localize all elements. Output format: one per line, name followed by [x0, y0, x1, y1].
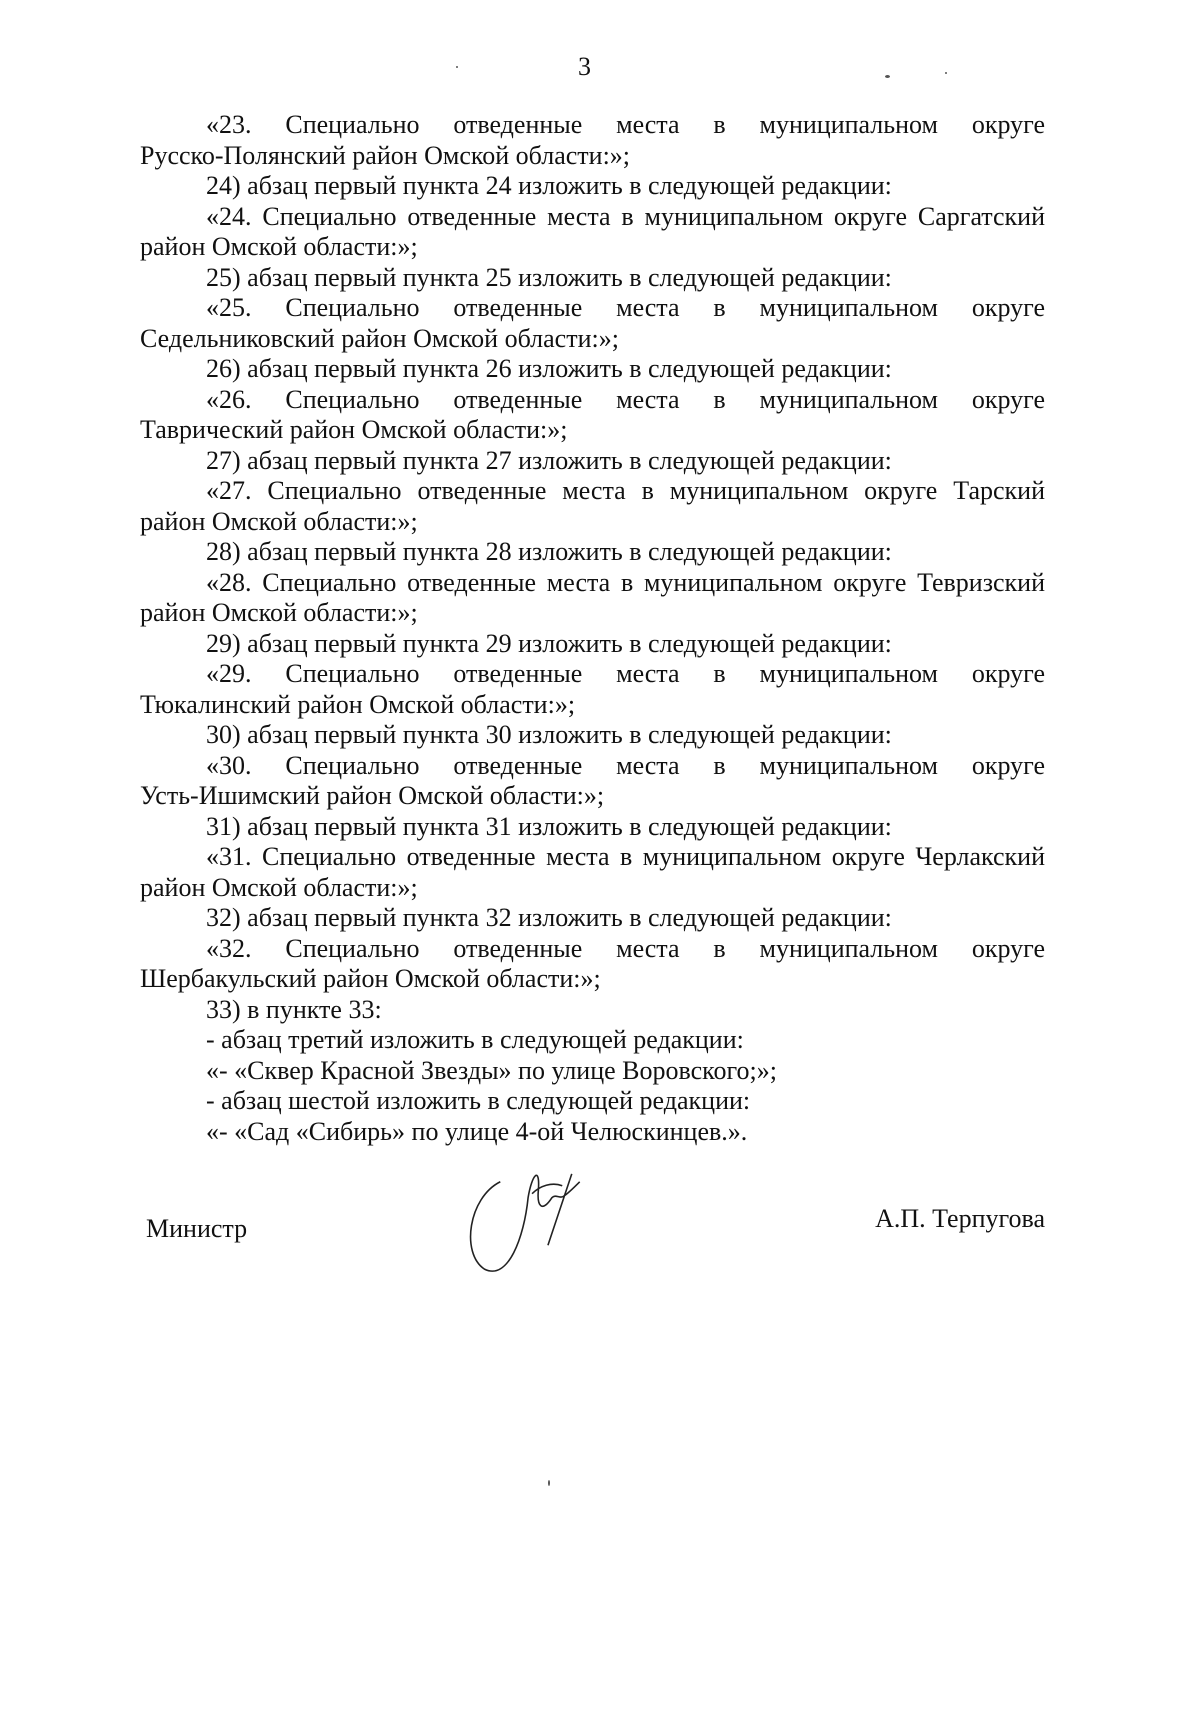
- paragraph: [140, 568, 1045, 629]
- signer-name: А.П. Терпугова: [875, 1204, 1045, 1233]
- paragraph: [140, 934, 1045, 995]
- scan-speck: [885, 75, 890, 78]
- scan-speck: [456, 66, 458, 68]
- document-body: [140, 110, 1045, 1147]
- paragraph: [140, 659, 1045, 720]
- paragraph: [140, 110, 1045, 171]
- paragraph: [140, 995, 1045, 1026]
- paragraph-line: Тюкалинский район Омской области:»;: [140, 689, 576, 719]
- paragraph: [140, 842, 1045, 903]
- paragraph-line: «28. Специально отведенные места в муниципальном округе Тевризский: [206, 567, 1045, 597]
- paragraph: [140, 171, 1045, 202]
- paragraph-line: «30. Специально отведенные места в муниципальном округе: [206, 750, 1045, 780]
- paragraph-line: район Омской области:»;: [140, 232, 418, 261]
- paragraph-line: «29. Специально отведенные места в муниципальном округе: [206, 659, 1045, 688]
- scan-speck: [945, 72, 947, 74]
- paragraph: [140, 476, 1045, 537]
- paragraph: [140, 263, 1045, 294]
- paragraph-line: - абзац третий изложить в следующей редакции:: [206, 1025, 744, 1054]
- paragraph: [140, 354, 1045, 385]
- paragraph-line: Таврический район Омской области:»;: [140, 415, 568, 444]
- paragraph: [140, 629, 1045, 660]
- paragraph-line: 31) абзац первый пункта 31 изложить в следующей редакции:: [206, 811, 892, 841]
- paragraph-line: Усть-Ишимский район Омской области:»;: [140, 781, 605, 810]
- paragraph-line: 29) абзац первый пункта 29 изложить в следующей редакции:: [206, 628, 892, 658]
- paragraph: [140, 1117, 1045, 1148]
- paragraph-line: 24) абзац первый пункта 24 изложить в следующей редакции:: [206, 171, 892, 200]
- paragraph-line: - абзац шестой изложить в следующей редакции:: [206, 1086, 751, 1115]
- paragraph-line: «- «Сад «Сибирь» по улице 4-ой Челюскинцев.».: [206, 1116, 748, 1146]
- paragraph: [140, 812, 1045, 843]
- paragraph: [140, 293, 1045, 354]
- paragraph-line: Седельниковский район Омской области:»;: [140, 323, 619, 353]
- paragraph-line: 33) в пункте 33:: [206, 994, 382, 1024]
- paragraph: [140, 446, 1045, 477]
- signer-role: Министр: [146, 1214, 248, 1243]
- paragraph-line: «27. Специально отведенные места в муниципальном округе Тарский: [206, 476, 1045, 505]
- paragraph-line: 25) абзац первый пункта 25 изложить в следующей редакции:: [206, 262, 892, 292]
- paragraph: [140, 1056, 1045, 1087]
- paragraph-line: «24. Специально отведенные места в муниципальном округе Саргатский: [206, 201, 1045, 231]
- paragraph: [140, 385, 1045, 446]
- paragraph-line: район Омской области:»;: [140, 598, 418, 627]
- paragraph-line: 27) абзац первый пункта 27 изложить в следующей редакции:: [206, 445, 892, 475]
- paragraph-line: «23. Специально отведенные места в муниципальном округе: [206, 110, 1045, 139]
- paragraph-line: «32. Специально отведенные места в муниципальном округе: [206, 933, 1045, 963]
- scan-speck: [548, 1480, 550, 1486]
- paragraph-line: «31. Специально отведенные места в муниципальном округе Черлакский: [206, 842, 1045, 871]
- signature-block: [140, 1200, 1045, 1250]
- paragraph-line: «26. Специально отведенные места в муниципальном округе: [206, 384, 1045, 414]
- paragraph-line: «25. Специально отведенные места в муниципальном округе: [206, 293, 1045, 322]
- paragraph: [140, 903, 1045, 934]
- paragraph-line: 30) абзац первый пункта 30 изложить в следующей редакции:: [206, 720, 892, 749]
- paragraph-line: район Омской области:»;: [140, 506, 418, 536]
- page-number: 3: [578, 52, 591, 81]
- paragraph-line: 32) абзац первый пункта 32 изложить в следующей редакции:: [206, 903, 892, 932]
- paragraph: [140, 1086, 1045, 1117]
- paragraph-line: «- «Сквер Красной Звезды» по улице Воровского;»;: [206, 1055, 777, 1085]
- paragraph: [140, 1025, 1045, 1056]
- paragraph: [140, 720, 1045, 751]
- paragraph-line: район Омской области:»;: [140, 872, 418, 902]
- paragraph-line: 28) абзац первый пункта 28 изложить в следующей редакции:: [206, 537, 892, 566]
- paragraph-line: 26) абзац первый пункта 26 изложить в следующей редакции:: [206, 354, 892, 383]
- paragraph-line: Шербакульский район Омской области:»;: [140, 964, 601, 993]
- paragraph: [140, 202, 1045, 263]
- paragraph-line: Русско-Полянский район Омской области:»;: [140, 140, 631, 170]
- paragraph: [140, 751, 1045, 812]
- paragraph: [140, 537, 1045, 568]
